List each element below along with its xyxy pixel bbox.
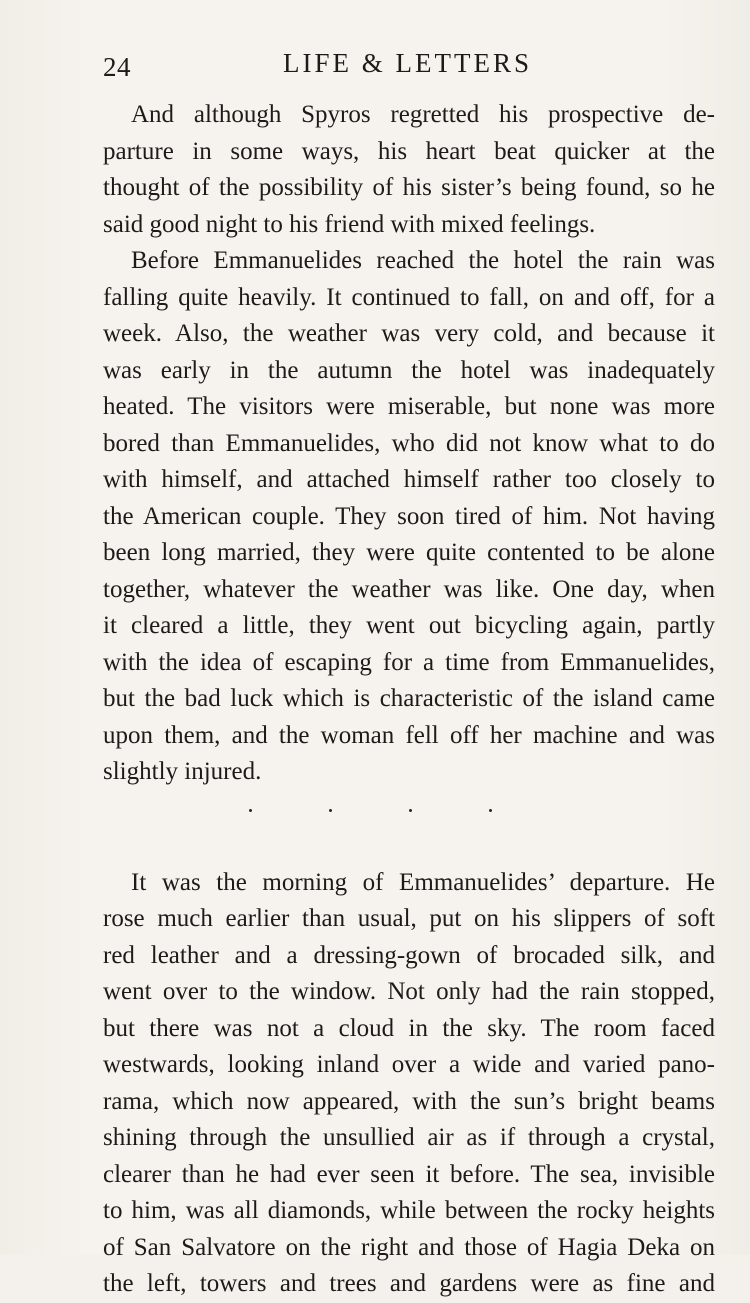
page-number: 24 (103, 52, 131, 82)
section-break-dot (409, 809, 412, 812)
text-line: It was the morning of Emmanuelides’ departure. He (131, 868, 715, 896)
section-break-dot (329, 809, 332, 812)
text-line: rose much earlier than usual, put on his slippers of soft (103, 905, 715, 932)
text-line: Before Emmanuelides reached the hotel the rain was (131, 247, 715, 274)
text-line: with himself, and attached himself rather too closely to (103, 466, 715, 493)
text-line: falling quite heavily. It continued to fall, on and off, for a (103, 283, 715, 311)
text-line: it cleared a little, they went out bicycling again, partly (103, 612, 715, 639)
text-line: said good night to his friend with mixed feelings. (103, 210, 596, 238)
paragraph-2 (103, 243, 715, 791)
text-line: heated. The visitors were miserable, but none was more (103, 393, 715, 420)
section-break (103, 791, 715, 865)
text-line: clearer than he had ever seen it before. The sea, invisible (103, 1160, 715, 1188)
section-break-dot (249, 809, 252, 812)
text-line: with the idea of escaping for a time from Emmanuelides, (103, 648, 715, 676)
text-line: westwards, looking inland over a wide and varied pano- (103, 1051, 715, 1078)
paragraph-1 (103, 97, 715, 243)
text-line: to him, was all diamonds, while between the rocky heights (103, 1197, 715, 1224)
text-line: upon them, and the woman fell off her machine and was (103, 721, 715, 749)
text-line: bored than Emmanuelides, who did not know what to do (103, 429, 715, 457)
text-line: parture in some ways, his heart beat quicker at the (103, 137, 715, 165)
text-line: the American couple. They soon tired of him. Not having (103, 502, 715, 530)
text-line: been long married, they were quite contented to be alone (103, 539, 715, 566)
body-text (103, 97, 715, 1303)
text-line: week. Also, the weather was very cold, and because it (103, 320, 715, 347)
text-line: rama, which now appeared, with the sun’s bright beams (103, 1087, 715, 1115)
text-line: slightly injured. (103, 758, 262, 785)
text-line: of San Salvatore on the right and those of Hagia Deka on (103, 1233, 715, 1261)
page-header (103, 48, 715, 88)
running-head: LIFE & LETTERS (283, 48, 532, 78)
text-line: but there was not a cloud in the sky. The room faced (103, 1014, 715, 1042)
text-line: together, whatever the weather was like. One day, when (103, 575, 715, 603)
text-line: but the bad luck which is characteristic of the island came (103, 685, 715, 712)
section-break-dot (489, 809, 492, 812)
paragraph-3 (103, 865, 715, 1303)
text-line: thought of the possibility of his sister’s being found, so he (103, 174, 715, 201)
text-line: shining through the unsullied air as if through a crystal, (103, 1124, 715, 1151)
text-line: And although Spyros regretted his prospective de- (131, 101, 715, 128)
text-line: red leather and a dressing-gown of brocaded silk, and (103, 941, 715, 969)
text-line: was early in the autumn the hotel was inadequately (103, 356, 715, 384)
text-line: went over to the window. Not only had the rain stopped, (103, 978, 715, 1005)
text-line: the left, towers and trees and gardens were as fine and (103, 1270, 715, 1297)
